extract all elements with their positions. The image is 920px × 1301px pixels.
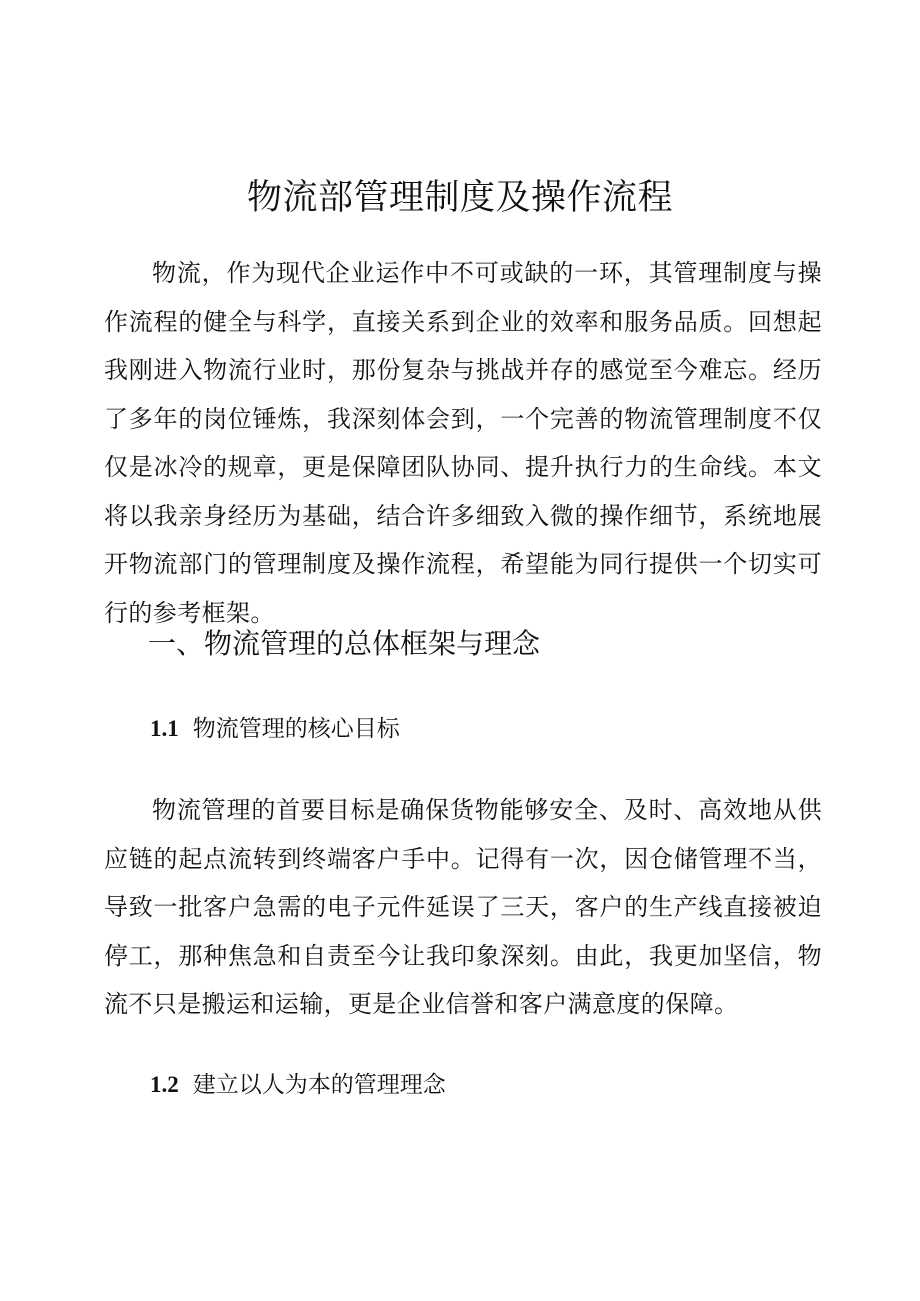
section-heading-1: 一、物流管理的总体框架与理念 [148, 627, 541, 660]
subsection-1-1-paragraph: 物流管理的首要目标是确保货物能够安全、及时、高效地从供应链的起点流转到终端客户手中。记得有一次，因仓储管理不当，导致一批客户急需的电子元件延误了三天，客户的生产线直接被迫停工，那种焦急和自责至今让我印象深刻。由此，我更加坚信，物流不只是搬运和运输，更是企业信誉和客户满意度的保障。 [104, 796, 822, 1018]
document-title: 物流部管理制度及操作流程 [246, 178, 673, 218]
subsection-number: 1.2 [150, 1072, 179, 1097]
subsection-title: 建立以人为本的管理理念 [192, 1072, 446, 1098]
subsection-heading-1-1 [150, 712, 400, 746]
subsection-heading-1-2 [150, 1068, 446, 1102]
subsection-title: 物流管理的核心目标 [192, 716, 400, 742]
subsection-number: 1.1 [150, 716, 179, 741]
intro-paragraph: 物流，作为现代企业运作中不可或缺的一环，其管理制度与操作流程的健全与科学，直接关系到企业的效率和服务品质。回想起我刚进入物流行业时，那份复杂与挑战并存的感觉至今难忘。经历了多年的岗位锤炼，我深刻体会到，一个完善的物流管理制度不仅仅是冰冷的规章，更是保障团队协同、提升执行力的生命线。本文将以我亲身经历为基础，结合许多细致入微的操作细节，系统地展开物流部门的管理制度及操作流程，希望能为同行提供一个切实可行的参考框架。 [104, 259, 822, 627]
